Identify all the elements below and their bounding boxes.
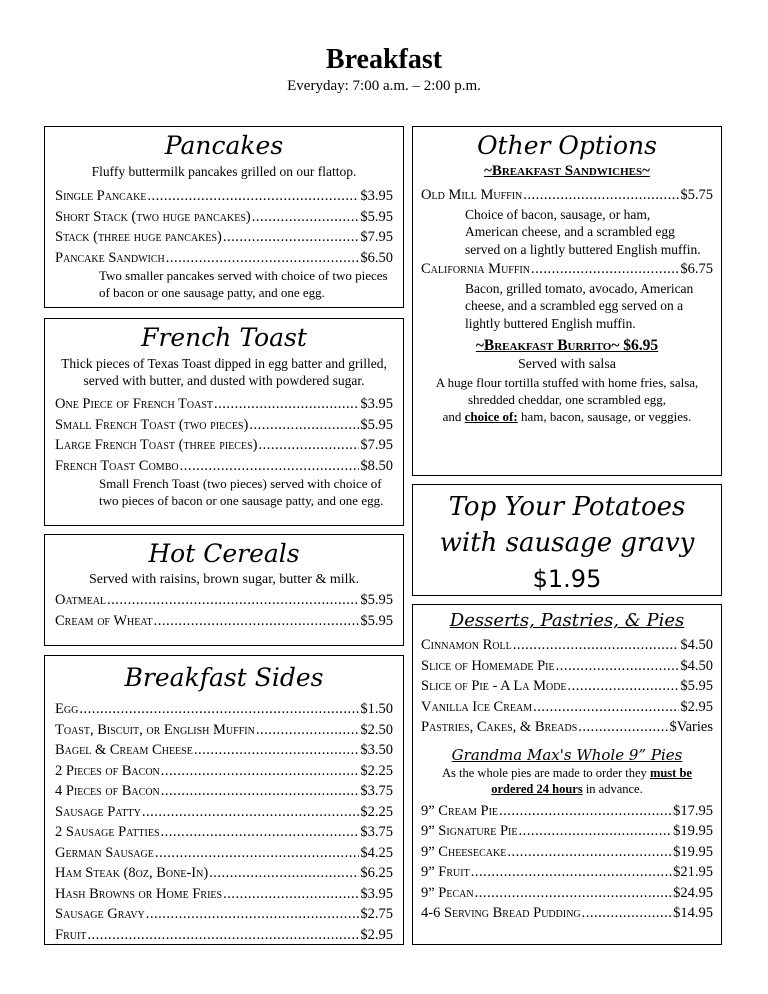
menu-item: 4 Pieces of Bacon ..... $3.75 bbox=[55, 781, 393, 802]
pancakes-section bbox=[44, 126, 404, 308]
menu-item: Cream of Wheat ..... $5.95 bbox=[55, 611, 393, 632]
breakfast-sides-title: Breakfast Sides bbox=[124, 663, 324, 692]
menu-item: Ham Steak (8oz, Bone-In) ..... $6.25 bbox=[55, 863, 393, 884]
menu-item: Short Stack (two huge pancakes) ..... $5.95 bbox=[55, 207, 393, 228]
french-toast-title: French Toast bbox=[141, 323, 307, 352]
other-options-section bbox=[412, 126, 722, 476]
menu-item: 9” Cheesecake ..... $19.95 bbox=[421, 842, 713, 863]
french-toast-note: Small French Toast (two pieces) served with choice of two pieces of bacon or one sausage patty, and one egg. bbox=[99, 476, 384, 508]
menu-item: French Toast Combo ..... $8.50 bbox=[55, 456, 393, 477]
hot-cereals-title: Hot Cereals bbox=[148, 539, 300, 568]
menu-item: Oatmeal ..... $5.95 bbox=[55, 590, 393, 611]
hot-cereals-section bbox=[44, 534, 404, 646]
hot-cereals-list bbox=[45, 590, 403, 631]
menu-item: Slice of Homemade Pie ..... $4.50 bbox=[421, 656, 713, 677]
menu-item: 9” Pecan ..... $24.95 bbox=[421, 883, 713, 904]
menu-item-note: Choice of bacon, sausage, or ham, American cheese, and a scrambled egg served on a lightly buttered English muffin. bbox=[465, 206, 701, 257]
menu-item: Cinnamon Roll ..... $4.50 bbox=[421, 635, 713, 656]
pancakes-desc: Fluffy buttermilk pancakes grilled on our flattop. bbox=[91, 164, 357, 179]
menu-item: 2 Pieces of Bacon ..... $2.25 bbox=[55, 761, 393, 782]
breakfast-sides-list bbox=[45, 699, 403, 945]
menu-item: 9” Signature Pie ..... $19.95 bbox=[421, 821, 713, 842]
burrito-choice: and choice of: ham, bacon, sausage, or veggies. bbox=[442, 409, 692, 424]
menu-item: California Muffin ..... $6.75 bbox=[421, 259, 713, 280]
menu-item: Small French Toast (two pieces) ..... $5.95 bbox=[55, 415, 393, 436]
menu-item: Old Mill Muffin ..... $5.75 bbox=[421, 185, 713, 206]
menu-item: Hash Browns or Home Fries ..... $3.95 bbox=[55, 884, 393, 905]
burrito-desc: A huge flour tortilla stuffed with home fries, salsa, shredded cheddar, one scrambled egg, bbox=[435, 375, 699, 407]
pancakes-title: Pancakes bbox=[164, 131, 284, 160]
desserts-title: Desserts, Pastries, & Pies bbox=[449, 610, 685, 631]
menu-item: 4-6 Serving Bread Pudding ..... $14.95 bbox=[421, 903, 713, 924]
hours-text: Everyday: 7:00 a.m. – 2:00 p.m. bbox=[287, 78, 481, 94]
page-title: Breakfast bbox=[325, 44, 443, 75]
menu-item: Stack (three huge pancakes) ..... $7.95 bbox=[55, 227, 393, 248]
menu-item: Bagel & Cream Cheese ..... $3.50 bbox=[55, 740, 393, 761]
menu-item: 2 Sausage Patties ..... $3.75 bbox=[55, 822, 393, 843]
menu-item: Fruit ..... $2.95 bbox=[55, 925, 393, 946]
menu-header bbox=[0, 44, 768, 96]
menu-item: Toast, Biscuit, or English Muffin ..... $2.50 bbox=[55, 720, 393, 741]
french-toast-list bbox=[45, 394, 403, 476]
french-toast-section bbox=[44, 318, 404, 526]
menu-item: Slice of Pie - A La Mode ..... $5.95 bbox=[421, 676, 713, 697]
other-options-title: Other Options bbox=[477, 131, 657, 160]
menu-item: Sausage Patty ..... $2.25 bbox=[55, 802, 393, 823]
pies-note: As the whole pies are made to order they must be ordered 24 hours in advance. bbox=[442, 765, 692, 796]
topping-text: Top Your Potatoes with sausage gravy $1.95 bbox=[413, 485, 721, 597]
menu-item: Pastries, Cakes, & Breads ..... $Varies bbox=[421, 717, 713, 738]
french-toast-desc: Thick pieces of Texas Toast dipped in egg batter and grilled, served with butter, and dusted with powdered sugar. bbox=[61, 356, 387, 388]
menu-item-note: Bacon, grilled tomato, avocado, American cheese, and a scrambled egg served on a lightly buttered English muffin. bbox=[465, 280, 694, 331]
menu-item: One Piece of French Toast ..... $3.95 bbox=[55, 394, 393, 415]
desserts-list bbox=[413, 635, 721, 738]
menu-item: German Sausage ..... $4.25 bbox=[55, 843, 393, 864]
burrito-heading: ~Breakfast Burrito~ $6.95 bbox=[475, 337, 659, 354]
pancakes-list bbox=[45, 186, 403, 268]
topping-price: $1.95 bbox=[532, 565, 602, 593]
pancakes-note: Two smaller pancakes served with choice of two pieces of bacon or one sausage patty, and one egg. bbox=[99, 268, 388, 300]
pies-list bbox=[413, 801, 721, 924]
menu-item: Egg ..... $1.50 bbox=[55, 699, 393, 720]
menu-item: 9” Fruit ..... $21.95 bbox=[421, 862, 713, 883]
menu-item: Pancake Sandwich ..... $6.50 bbox=[55, 248, 393, 269]
menu-item: Vanilla Ice Cream ..... $2.95 bbox=[421, 697, 713, 718]
menu-item: Large French Toast (three pieces) ..... $7.95 bbox=[55, 435, 393, 456]
topping-section bbox=[412, 484, 722, 596]
sandwiches-heading: ~Breakfast Sandwiches~ bbox=[484, 163, 650, 179]
burrito-salsa: Served with salsa bbox=[518, 357, 616, 372]
desserts-section bbox=[412, 604, 722, 945]
breakfast-sides-section bbox=[44, 655, 404, 945]
hot-cereals-desc: Served with raisins, brown sugar, butter & milk. bbox=[88, 572, 360, 587]
pies-title: Grandma Max's Whole 9” Pies bbox=[451, 745, 683, 764]
menu-item: Sausage Gravy ..... $2.75 bbox=[55, 904, 393, 925]
sandwiches-list bbox=[413, 185, 721, 332]
menu-item: 9” Cream Pie ..... $17.95 bbox=[421, 801, 713, 822]
menu-item: Single Pancake ..... $3.95 bbox=[55, 186, 393, 207]
